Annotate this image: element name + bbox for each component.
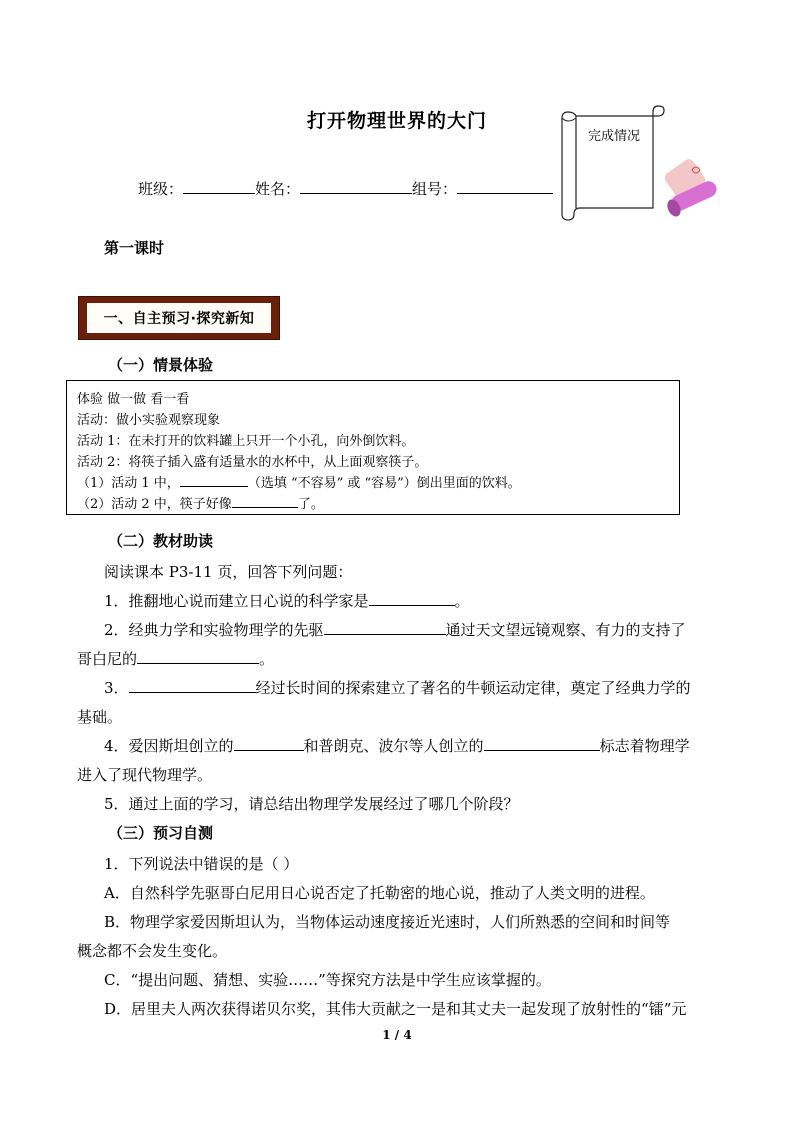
test-question-1: 1．下列说法中错误的是（ ） — [104, 855, 299, 873]
diploma-roll-icon — [662, 152, 722, 224]
reading-intro: 阅读课本 P3-11 页，回答下列问题： — [104, 563, 353, 581]
name-input[interactable] — [300, 179, 412, 194]
subsection-heading-1: （一）情景体验 — [108, 356, 214, 374]
class-label: 班级： — [138, 180, 184, 198]
question-text: 和普朗克、波尔等人创立的 — [303, 737, 484, 755]
question-5: 5．通过上面的学习，请总结出物理学发展经过了哪几个阶段？ — [104, 795, 519, 813]
option-b: B．物理学家爱因斯坦认为，当物体运动速度接近光速时，人们所熟悉的空间和时间等 — [104, 913, 671, 931]
question-text: 。 — [259, 650, 275, 668]
question-text: 经过长时间的探索建立了著名的牛顿运动定律，奠定了经典力学的 — [255, 679, 691, 697]
question-text: （2）活动 2 中，筷子好像 — [77, 497, 232, 512]
answer-blank[interactable] — [324, 620, 446, 635]
box-line: 活动 1：在未打开的饮料罐上只开一个小孔，向外倒饮料。 — [77, 434, 415, 449]
name-label: 姓名： — [255, 180, 301, 198]
box-line: 体验 做一做 看一看 — [77, 392, 190, 407]
subsection-heading-3: （三）预习自测 — [108, 824, 214, 842]
question-text: 哥白尼的 — [77, 650, 138, 668]
page-number: 1 / 4 — [382, 1028, 412, 1042]
scroll-icon — [560, 104, 670, 222]
status-box-label: 完成情况 — [588, 129, 641, 144]
answer-blank[interactable] — [369, 591, 455, 606]
question-text: （选填 “不容易” 或 “容易”）倒出里面的饮料。 — [247, 476, 521, 491]
box-line: 活动：做小实验观察现象 — [77, 413, 221, 428]
question-text: 4．爱因斯坦创立的 — [104, 737, 234, 755]
question-2-cont — [77, 648, 274, 669]
group-label: 组号： — [412, 180, 458, 198]
question-4 — [104, 735, 690, 756]
answer-blank[interactable] — [129, 678, 256, 693]
answer-blank[interactable] — [232, 496, 298, 508]
box-question-2 — [77, 493, 324, 512]
question-3 — [104, 677, 691, 698]
group-input[interactable] — [457, 179, 553, 194]
section-banner — [78, 296, 280, 340]
question-text: 2．经典力学和实验物理学的先驱 — [104, 621, 324, 639]
section-banner-text: 一、自主预习·探究新知 — [87, 303, 271, 333]
box-question-1 — [77, 472, 521, 491]
question-1 — [104, 590, 470, 611]
page-title: 打开物理世界的大门 — [306, 110, 487, 132]
question-text: 了。 — [297, 497, 324, 512]
answer-blank[interactable] — [180, 475, 248, 487]
question-3-cont: 基础。 — [77, 708, 123, 726]
question-4-cont: 进入了现代物理学。 — [77, 766, 213, 784]
answer-blank[interactable] — [234, 736, 304, 751]
question-2 — [104, 619, 686, 640]
option-c: C．“提出问题、猜想、实验……”等探究方法是中学生应该掌握的。 — [104, 971, 551, 989]
student-info-row — [138, 178, 553, 199]
lesson-heading: 第一课时 — [104, 239, 165, 257]
box-line: 活动 2：将筷子插入盛有适量水的水杯中，从上面观察筷子。 — [77, 455, 428, 470]
question-text: 3． — [104, 679, 129, 697]
option-a: A．自然科学先驱哥白尼用日心说否定了托勒密的地心说，推动了人类文明的进程。 — [104, 884, 655, 902]
option-d: D．居里夫人两次获得诺贝尔奖，其伟大贡献之一是和其丈夫一起发现了放射性的“镭”元 — [104, 1000, 687, 1018]
class-input[interactable] — [183, 179, 255, 194]
option-b-cont: 概念都不会发生变化。 — [77, 942, 228, 960]
question-text: （1）活动 1 中， — [77, 476, 180, 491]
question-text: 1．推翻地心说而建立日心说的科学家是 — [104, 592, 369, 610]
answer-blank[interactable] — [484, 736, 600, 751]
question-text: 通过天文望远镜观察、有力的支持了 — [445, 621, 686, 639]
answer-blank[interactable] — [137, 649, 259, 664]
question-text: 。 — [454, 592, 470, 610]
question-text: 标志着物理学 — [599, 737, 690, 755]
subsection-heading-2: （二）教材助读 — [108, 532, 214, 550]
experience-box — [66, 380, 680, 515]
